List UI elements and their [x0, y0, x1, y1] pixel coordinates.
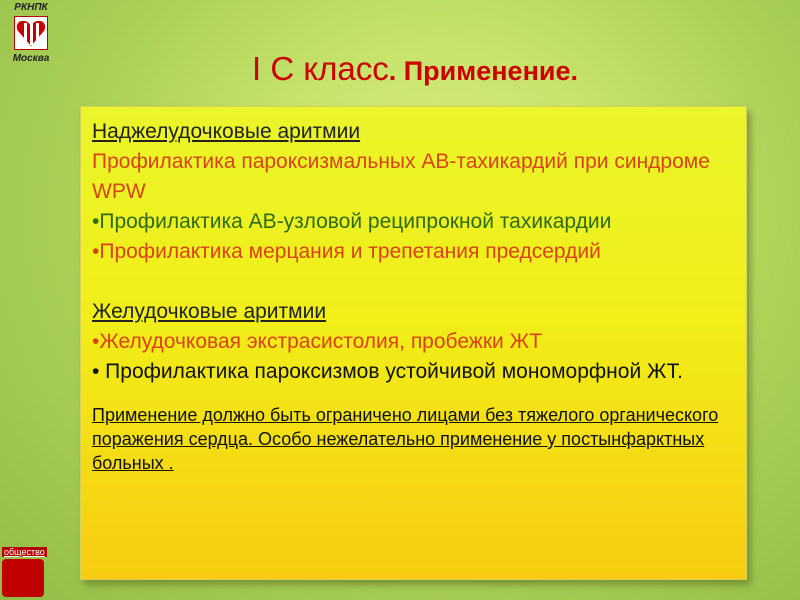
extrasystole-line: •Желудочковая экстрасистолия, пробежки ЖТ — [92, 330, 543, 353]
wpw-prevention-line: Профилактика пароксизмальных АВ-тахикардий при синдроме WPW — [92, 150, 710, 203]
logo-bottom-caption: Москва — [12, 53, 50, 64]
atrial-fibrillation-line: •Профилактика мерцания и трепетания предсердий — [92, 240, 601, 263]
society-badge — [0, 545, 50, 600]
heart-emblem-icon — [14, 16, 48, 50]
society-caption: общество — [4, 547, 45, 557]
title-application: . Применение. — [388, 56, 578, 86]
av-nodal-prevention-line: •Профилактика АВ-узловой реципрокной тахикардии — [92, 210, 612, 233]
spacer — [92, 267, 736, 297]
logo-top-caption: РКНПК — [14, 2, 48, 13]
ventricular-heading: Желудочковые аритмии — [92, 300, 327, 323]
supraventricular-heading: Наджелудочковые аритмии — [92, 120, 361, 143]
slide-title — [0, 50, 800, 88]
content-panel — [80, 106, 747, 580]
society-emblem-icon — [2, 559, 44, 597]
title-class: I C класс — [251, 50, 389, 87]
restriction-note: Применение должно быть ограничено лицами без тяжелого органического поражения сердца. Особо нежелательно применение у постынфарктных больных . — [92, 405, 719, 473]
monomorphic-vt-line: • Профилактика пароксизмов устойчивой мономорфной ЖТ. — [92, 360, 683, 383]
